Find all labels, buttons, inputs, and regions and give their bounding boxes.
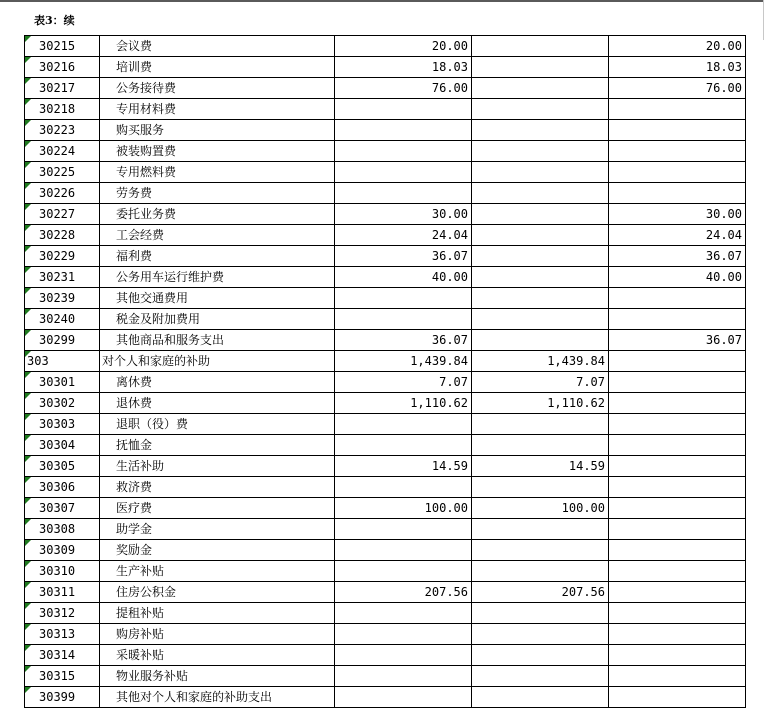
cell-code[interactable]: 30218	[25, 99, 100, 120]
cell-amount-2[interactable]	[472, 477, 609, 498]
cell-item-name[interactable]: 离休费	[100, 372, 335, 393]
cell-amount-1[interactable]: 36.07	[335, 330, 472, 351]
cell-code[interactable]: 30308	[25, 519, 100, 540]
table-body	[25, 36, 746, 708]
cell-item-name[interactable]: 医疗费	[100, 498, 335, 519]
cell-amount-3[interactable]: 30.00	[609, 204, 746, 225]
cell-code[interactable]: 30301	[25, 372, 100, 393]
cell-amount-1[interactable]	[335, 561, 472, 582]
cell-amount-2[interactable]	[472, 624, 609, 645]
cell-code[interactable]: 30225	[25, 162, 100, 183]
expenditure-table	[24, 35, 746, 708]
cell-amount-1[interactable]: 24.04	[335, 225, 472, 246]
cell-item-name[interactable]: 生产补贴	[100, 561, 335, 582]
cell-amount-2[interactable]	[472, 330, 609, 351]
cell-code[interactable]: 30302	[25, 393, 100, 414]
table-caption: 表3：续	[34, 14, 75, 27]
cell-item-name[interactable]: 退休费	[100, 393, 335, 414]
cell-amount-2[interactable]	[472, 540, 609, 561]
cell-amount-2[interactable]	[472, 645, 609, 666]
cell-item-name[interactable]: 培训费	[100, 57, 335, 78]
cell-item-name[interactable]: 住房公积金	[100, 582, 335, 603]
table-row[interactable]	[25, 78, 746, 99]
cell-code[interactable]: 30311	[25, 582, 100, 603]
cell-item-name[interactable]: 对个人和家庭的补助	[100, 351, 335, 372]
table-row[interactable]	[25, 603, 746, 624]
cell-code[interactable]: 30229	[25, 246, 100, 267]
cell-code[interactable]: 303	[25, 351, 100, 372]
cell-code[interactable]: 30307	[25, 498, 100, 519]
cell-item-name[interactable]: 公务接待费	[100, 78, 335, 99]
table-row[interactable]	[25, 204, 746, 225]
cell-amount-1[interactable]: 76.00	[335, 78, 472, 99]
cell-amount-2[interactable]	[472, 120, 609, 141]
cell-amount-2[interactable]	[472, 519, 609, 540]
cell-code[interactable]: 30228	[25, 225, 100, 246]
table-row[interactable]	[25, 288, 746, 309]
cell-amount-1[interactable]: 100.00	[335, 498, 472, 519]
cell-item-name[interactable]: 抚恤金	[100, 435, 335, 456]
cell-amount-2[interactable]	[472, 288, 609, 309]
cell-amount-3[interactable]	[609, 561, 746, 582]
cell-amount-3[interactable]	[609, 603, 746, 624]
cell-amount-2[interactable]	[472, 78, 609, 99]
cell-code[interactable]: 30313	[25, 624, 100, 645]
cell-item-name[interactable]: 生活补助	[100, 456, 335, 477]
cell-item-name[interactable]: 专用燃料费	[100, 162, 335, 183]
cell-amount-1[interactable]	[335, 477, 472, 498]
cell-amount-1[interactable]	[335, 603, 472, 624]
table-row[interactable]	[25, 351, 746, 372]
cell-item-name[interactable]: 采暖补贴	[100, 645, 335, 666]
table-row[interactable]	[25, 561, 746, 582]
table-row[interactable]	[25, 540, 746, 561]
cell-amount-1[interactable]	[335, 519, 472, 540]
cell-code[interactable]: 30314	[25, 645, 100, 666]
table-row[interactable]	[25, 414, 746, 435]
cell-amount-1[interactable]	[335, 141, 472, 162]
cell-amount-1[interactable]: 7.07	[335, 372, 472, 393]
cell-code[interactable]: 30226	[25, 183, 100, 204]
cell-amount-3[interactable]	[609, 120, 746, 141]
table-row[interactable]	[25, 330, 746, 351]
cell-code[interactable]: 30240	[25, 309, 100, 330]
cell-item-name[interactable]: 税金及附加费用	[100, 309, 335, 330]
cell-item-name[interactable]: 委托业务费	[100, 204, 335, 225]
cell-item-name[interactable]: 物业服务补贴	[100, 666, 335, 687]
cell-amount-2[interactable]	[472, 309, 609, 330]
cell-code[interactable]: 30303	[25, 414, 100, 435]
table-row[interactable]	[25, 162, 746, 183]
table-row[interactable]	[25, 372, 746, 393]
cell-amount-3[interactable]	[609, 624, 746, 645]
cell-item-name[interactable]: 专用材料费	[100, 99, 335, 120]
cell-code[interactable]: 30310	[25, 561, 100, 582]
cell-amount-3[interactable]: 40.00	[609, 267, 746, 288]
table-row[interactable]	[25, 183, 746, 204]
cell-code[interactable]: 30227	[25, 204, 100, 225]
cell-item-name[interactable]: 其他商品和服务支出	[100, 330, 335, 351]
table-row[interactable]	[25, 498, 746, 519]
cell-amount-2[interactable]	[472, 162, 609, 183]
cell-amount-3[interactable]: 36.07	[609, 246, 746, 267]
cell-item-name[interactable]: 其他交通费用	[100, 288, 335, 309]
cell-amount-1[interactable]	[335, 162, 472, 183]
cell-item-name[interactable]: 购房补贴	[100, 624, 335, 645]
cell-amount-1[interactable]: 20.00	[335, 36, 472, 57]
cell-amount-3[interactable]: 36.07	[609, 330, 746, 351]
cell-amount-3[interactable]	[609, 435, 746, 456]
cell-amount-1[interactable]	[335, 435, 472, 456]
cell-amount-1[interactable]	[335, 120, 472, 141]
table-row[interactable]	[25, 645, 746, 666]
cell-amount-2[interactable]	[472, 36, 609, 57]
cell-amount-2[interactable]	[472, 246, 609, 267]
cell-item-name[interactable]: 助学金	[100, 519, 335, 540]
cell-amount-1[interactable]	[335, 309, 472, 330]
table-row[interactable]	[25, 435, 746, 456]
cell-amount-1[interactable]	[335, 183, 472, 204]
cell-amount-1[interactable]: 30.00	[335, 204, 472, 225]
cell-amount-2[interactable]: 100.00	[472, 498, 609, 519]
table-row[interactable]	[25, 519, 746, 540]
cell-amount-3[interactable]	[609, 498, 746, 519]
cell-amount-2[interactable]: 14.59	[472, 456, 609, 477]
top-border-line	[0, 0, 764, 2]
table-row[interactable]	[25, 57, 746, 78]
table-row[interactable]	[25, 666, 746, 687]
cell-amount-3[interactable]	[609, 582, 746, 603]
table-row[interactable]	[25, 309, 746, 330]
cell-item-name[interactable]: 提租补贴	[100, 603, 335, 624]
cell-amount-1[interactable]: 207.56	[335, 582, 472, 603]
cell-amount-3[interactable]	[609, 477, 746, 498]
cell-code[interactable]: 30299	[25, 330, 100, 351]
cell-amount-2[interactable]	[472, 666, 609, 687]
cell-amount-3[interactable]	[609, 456, 746, 477]
cell-amount-3[interactable]: 18.03	[609, 57, 746, 78]
cell-amount-3[interactable]	[609, 309, 746, 330]
cell-amount-2[interactable]	[472, 267, 609, 288]
cell-amount-2[interactable]: 1,439.84	[472, 351, 609, 372]
cell-amount-1[interactable]	[335, 414, 472, 435]
cell-amount-3[interactable]	[609, 414, 746, 435]
cell-code[interactable]: 30239	[25, 288, 100, 309]
cell-amount-3[interactable]: 76.00	[609, 78, 746, 99]
table-row[interactable]	[25, 477, 746, 498]
cell-item-name[interactable]: 福利费	[100, 246, 335, 267]
cell-code[interactable]: 30305	[25, 456, 100, 477]
table-row[interactable]	[25, 456, 746, 477]
cell-amount-1[interactable]: 14.59	[335, 456, 472, 477]
table-row[interactable]	[25, 267, 746, 288]
cell-amount-3[interactable]	[609, 372, 746, 393]
cell-amount-3[interactable]	[609, 645, 746, 666]
cell-amount-1[interactable]: 40.00	[335, 267, 472, 288]
cell-code[interactable]: 30399	[25, 687, 100, 708]
cell-amount-1[interactable]	[335, 99, 472, 120]
table-row[interactable]	[25, 99, 746, 120]
cell-amount-1[interactable]	[335, 288, 472, 309]
cell-amount-2[interactable]	[472, 99, 609, 120]
cell-item-name[interactable]: 工会经费	[100, 225, 335, 246]
table-row[interactable]	[25, 225, 746, 246]
cell-amount-1[interactable]	[335, 645, 472, 666]
cell-amount-2[interactable]	[472, 603, 609, 624]
cell-amount-1[interactable]: 36.07	[335, 246, 472, 267]
cell-item-name[interactable]: 公务用车运行维护费	[100, 267, 335, 288]
cell-code[interactable]: 30224	[25, 141, 100, 162]
cell-item-name[interactable]: 其他对个人和家庭的补助支出	[100, 687, 335, 708]
cell-amount-3[interactable]	[609, 351, 746, 372]
cell-item-name[interactable]: 劳务费	[100, 183, 335, 204]
cell-amount-3[interactable]	[609, 99, 746, 120]
cell-amount-1[interactable]: 1,110.62	[335, 393, 472, 414]
cell-amount-2[interactable]: 207.56	[472, 582, 609, 603]
cell-amount-2[interactable]: 7.07	[472, 372, 609, 393]
cell-amount-2[interactable]	[472, 57, 609, 78]
cell-amount-3[interactable]	[609, 141, 746, 162]
cell-amount-2[interactable]	[472, 687, 609, 708]
cell-amount-3[interactable]	[609, 519, 746, 540]
cell-amount-2[interactable]	[472, 183, 609, 204]
cell-code[interactable]: 30217	[25, 78, 100, 99]
table-row[interactable]	[25, 141, 746, 162]
cell-item-name[interactable]: 奖励金	[100, 540, 335, 561]
cell-item-name[interactable]: 退职（役）费	[100, 414, 335, 435]
table-row[interactable]	[25, 36, 746, 57]
cell-amount-3[interactable]	[609, 393, 746, 414]
cell-amount-2[interactable]	[472, 141, 609, 162]
cell-amount-3[interactable]: 20.00	[609, 36, 746, 57]
cell-amount-2[interactable]	[472, 204, 609, 225]
cell-item-name[interactable]: 被装购置费	[100, 141, 335, 162]
table-row[interactable]	[25, 582, 746, 603]
cell-amount-2[interactable]: 1,110.62	[472, 393, 609, 414]
cell-amount-3[interactable]	[609, 183, 746, 204]
cell-amount-1[interactable]: 1,439.84	[335, 351, 472, 372]
table-row[interactable]	[25, 120, 746, 141]
table-row[interactable]	[25, 393, 746, 414]
cell-amount-1[interactable]	[335, 624, 472, 645]
cell-item-name[interactable]: 会议费	[100, 36, 335, 57]
cell-code[interactable]: 30315	[25, 666, 100, 687]
cell-amount-1[interactable]	[335, 540, 472, 561]
cell-code[interactable]: 30304	[25, 435, 100, 456]
cell-amount-3[interactable]: 24.04	[609, 225, 746, 246]
cell-amount-3[interactable]	[609, 288, 746, 309]
cell-amount-3[interactable]	[609, 162, 746, 183]
cell-code[interactable]: 30223	[25, 120, 100, 141]
cell-item-name[interactable]: 救济费	[100, 477, 335, 498]
cell-amount-1[interactable]: 18.03	[335, 57, 472, 78]
cell-amount-1[interactable]	[335, 687, 472, 708]
cell-amount-2[interactable]	[472, 435, 609, 456]
table-row[interactable]	[25, 246, 746, 267]
cell-amount-3[interactable]	[609, 666, 746, 687]
cell-code[interactable]: 30312	[25, 603, 100, 624]
cell-code[interactable]: 30309	[25, 540, 100, 561]
cell-amount-1[interactable]	[335, 666, 472, 687]
cell-amount-2[interactable]	[472, 414, 609, 435]
cell-amount-2[interactable]	[472, 225, 609, 246]
cell-code[interactable]: 30215	[25, 36, 100, 57]
table-row[interactable]	[25, 687, 746, 708]
cell-item-name[interactable]: 购买服务	[100, 120, 335, 141]
cell-amount-2[interactable]	[472, 561, 609, 582]
cell-amount-3[interactable]	[609, 540, 746, 561]
cell-amount-3[interactable]	[609, 687, 746, 708]
cell-code[interactable]: 30216	[25, 57, 100, 78]
cell-code[interactable]: 30306	[25, 477, 100, 498]
cell-code[interactable]: 30231	[25, 267, 100, 288]
table-row[interactable]	[25, 624, 746, 645]
